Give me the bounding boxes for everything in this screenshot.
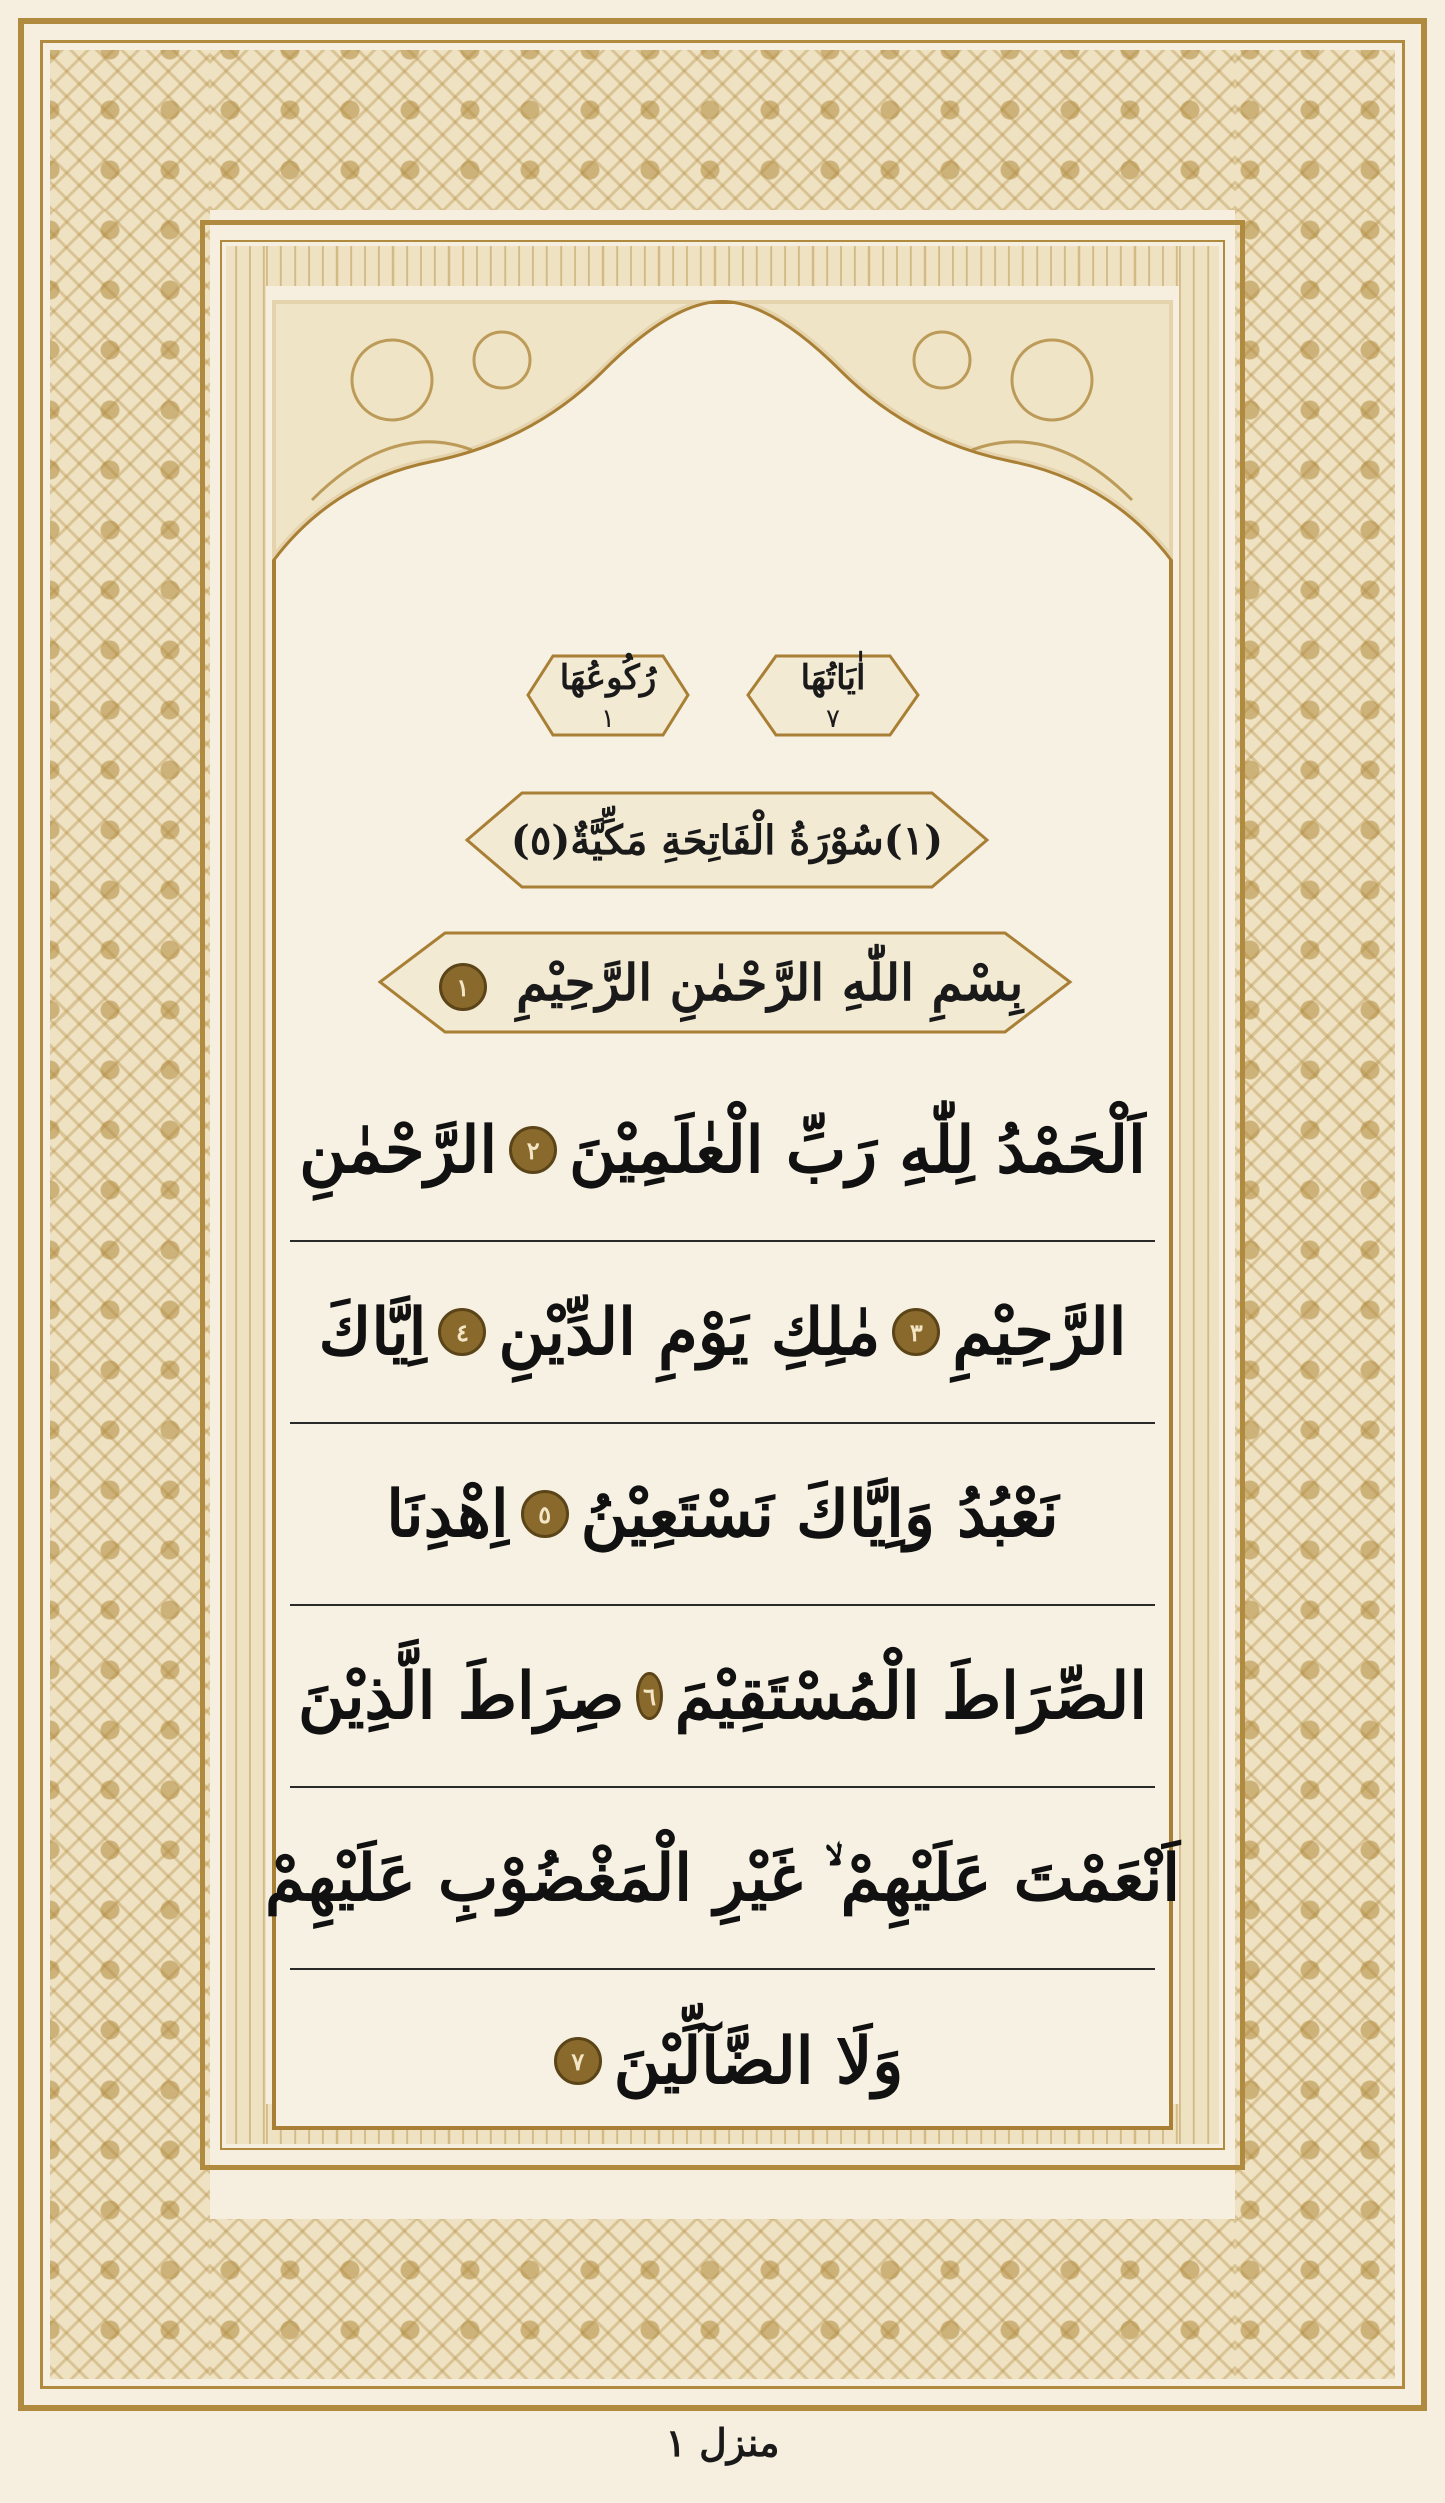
mihrab-arch-ornament <box>272 300 1173 820</box>
verse-text: مٰلِكِ يَوْمِ الدِّيْنِ <box>498 1294 881 1370</box>
ayah-marker: ٢ <box>509 1126 557 1174</box>
verse-line <box>290 1424 1155 1606</box>
manzil-footer: منزل ١ <box>665 2420 780 2465</box>
verse-text: اِهْدِنَا <box>386 1476 509 1552</box>
ayah-marker: ٥ <box>521 1490 569 1538</box>
verse-text: الرَّحْمٰنِ <box>299 1112 498 1188</box>
ayah-marker: ٣ <box>892 1308 940 1356</box>
verse-line <box>290 1060 1155 1242</box>
verse-line <box>290 1970 1155 2152</box>
verse-lines <box>264 1060 1181 2152</box>
verse-text: وَلَا الضَّآلِّيْنَ <box>613 2023 904 2099</box>
ruku-badge <box>508 648 708 743</box>
ayat-count: ٧ <box>826 703 840 734</box>
surah-title <box>452 785 1002 895</box>
verse-text: الرَّحِيْمِ <box>952 1294 1127 1370</box>
ayat-badge <box>728 648 938 743</box>
ayah-marker: ١ <box>439 963 487 1011</box>
verse-text: اِيَّاكَ <box>318 1294 427 1370</box>
ruku-label: رُكُوعُهَا <box>559 657 657 698</box>
verse-line <box>290 1606 1155 1788</box>
bismillah <box>365 925 1085 1040</box>
ayah-marker: ٧ <box>554 2037 602 2085</box>
verse-line <box>264 1788 1181 1970</box>
bismillah-text: بِسْمِ اللّٰهِ الرَّحْمٰنِ الرَّحِيْمِ <box>516 953 1024 1012</box>
ayah-marker: ٤ <box>438 1308 486 1356</box>
ruku-count: ١ <box>601 703 615 734</box>
ayat-label: اٰيَاتُهَا <box>800 657 866 698</box>
verse-text: الصِّرَاطَ الْمُسْتَقِيْمَ <box>674 1658 1147 1734</box>
surah-title-text: (١)سُوْرَةُ الْفَاتِحَةِ مَكِّيَّةٌ(٥) <box>510 816 944 864</box>
verse-text: نَعْبُدُ وَاِيَّاكَ نَسْتَعِيْنُ <box>580 1476 1059 1552</box>
ayah-marker: ٦ <box>636 1672 662 1720</box>
verse-text: اَنْعَمْتَ عَلَيْهِمْ ۙ غَيْرِ الْمَغْضُوْبِ عَلَيْهِمْ <box>264 1840 1181 1916</box>
verse-text: اَلْحَمْدُ لِلّٰهِ رَبِّ الْعٰلَمِيْنَ <box>569 1112 1146 1188</box>
verse-line <box>290 1242 1155 1424</box>
verse-text: صِرَاطَ الَّذِيْنَ <box>298 1658 625 1734</box>
